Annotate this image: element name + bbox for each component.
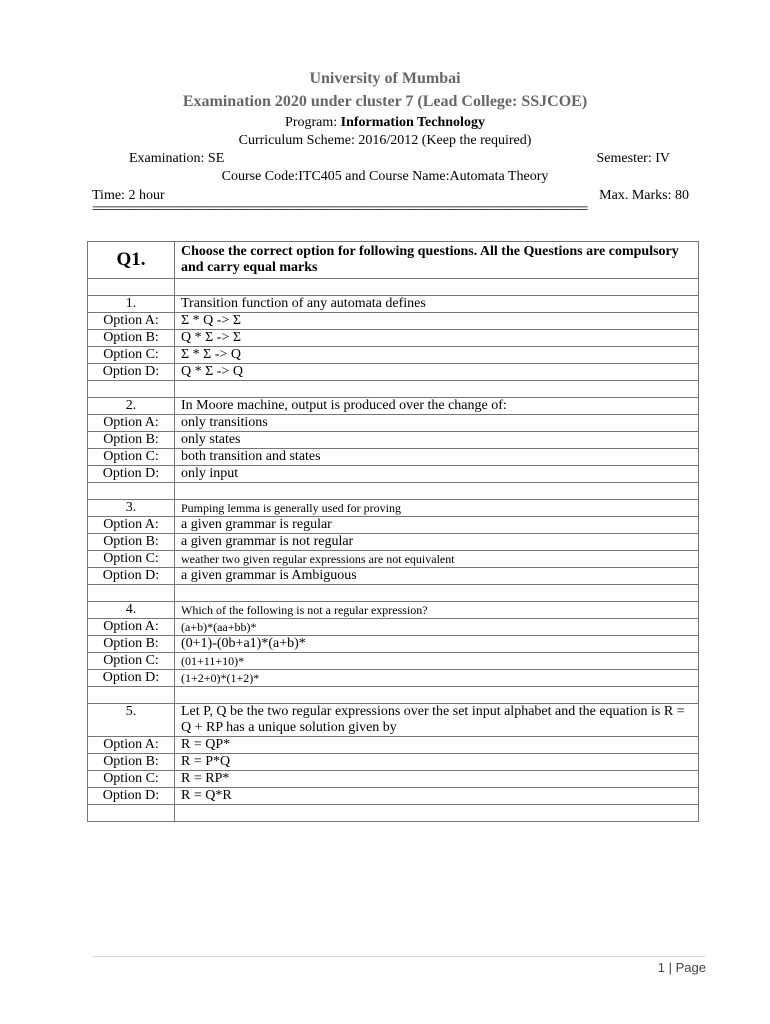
separator-rule: ================================================================================================= (92, 204, 587, 216)
question-row-text: Which of the following is not a regular expression? (175, 602, 699, 619)
curriculum-scheme: Curriculum Scheme: 2016/2012 (Keep the required) (238, 133, 532, 148)
option-row-label: Option C: (88, 771, 175, 788)
time-label: Time: 2 hour (92, 188, 165, 203)
option-row (88, 619, 699, 636)
option-row-text: (a+b)*(aa+bb)* (175, 619, 699, 636)
option-row-text: Q * Σ -> Σ (175, 330, 699, 347)
option-row (88, 517, 699, 534)
question-table (87, 241, 699, 822)
option-row (88, 788, 699, 805)
option-row (88, 364, 699, 381)
option-row-text: (01+11+10)* (175, 653, 699, 670)
spacer-cell (175, 585, 699, 602)
program-label: Program: (285, 115, 338, 130)
question-row-text: In Moore machine, output is produced over the change of: (175, 398, 699, 415)
option-row (88, 670, 699, 687)
question-label: Q1. (88, 242, 175, 279)
question-row (88, 602, 699, 619)
max-marks-label: Max. Marks: 80 (599, 188, 689, 203)
spacer-row (88, 483, 699, 500)
footer-divider (92, 956, 706, 957)
option-row-label: Option C: (88, 449, 175, 466)
table-header-row (88, 242, 699, 279)
option-row-label: Option C: (88, 653, 175, 670)
option-row (88, 771, 699, 788)
question-row (88, 704, 699, 737)
course-line: Course Code:ITC405 and Course Name:Automata Theory (221, 169, 549, 184)
program-name: Information Technology (340, 115, 485, 130)
spacer-cell (88, 585, 175, 602)
option-row (88, 653, 699, 670)
spacer-row (88, 805, 699, 822)
question-row-label: 3. (88, 500, 175, 517)
spacer-cell (175, 279, 699, 296)
option-row (88, 347, 699, 364)
option-row (88, 415, 699, 432)
spacer-cell (88, 687, 175, 704)
spacer-row (88, 687, 699, 704)
option-row-label: Option D: (88, 788, 175, 805)
option-row (88, 636, 699, 653)
option-row-label: Option B: (88, 330, 175, 347)
option-row-text: both transition and states (175, 449, 699, 466)
program-line (0, 115, 770, 131)
spacer-cell (175, 805, 699, 822)
option-row-text: a given grammar is not regular (175, 534, 699, 551)
spacer-cell (175, 687, 699, 704)
spacer-cell (88, 483, 175, 500)
spacer-cell (88, 381, 175, 398)
option-row-text: R = Q*R (175, 788, 699, 805)
instruction-text: Choose the correct option for following questions. All the Questions are compulsory and carry equal marks (175, 242, 699, 279)
option-row (88, 313, 699, 330)
semester-label: Semester: IV (596, 151, 670, 166)
question-row-label: 2. (88, 398, 175, 415)
examination-title: Examination 2020 under cluster 7 (Lead College: SSJCOE) (182, 93, 588, 110)
option-row-label: Option A: (88, 737, 175, 754)
spacer-row (88, 585, 699, 602)
option-row-text: Q * Σ -> Q (175, 364, 699, 381)
option-row-label: Option D: (88, 364, 175, 381)
option-row (88, 754, 699, 771)
question-row (88, 296, 699, 313)
option-row (88, 568, 699, 585)
question-row (88, 500, 699, 517)
option-row-text: weather two given regular expressions are not equivalent (175, 551, 699, 568)
spacer-row (88, 279, 699, 296)
spacer-cell (175, 381, 699, 398)
option-row-text: (0+1)-(0b+a1)*(a+b)* (175, 636, 699, 653)
option-row-text: (1+2+0)*(1+2)* (175, 670, 699, 687)
option-row-label: Option C: (88, 551, 175, 568)
spacer-cell (175, 483, 699, 500)
option-row-label: Option A: (88, 415, 175, 432)
question-row-label: 5. (88, 704, 175, 737)
spacer-row (88, 381, 699, 398)
option-row-label: Option A: (88, 517, 175, 534)
option-row-label: Option B: (88, 432, 175, 449)
option-row (88, 737, 699, 754)
option-row-label: Option D: (88, 466, 175, 483)
university-title: University of Mumbai (309, 70, 461, 87)
spacer-cell (88, 805, 175, 822)
option-row-label: Option B: (88, 754, 175, 771)
option-row (88, 432, 699, 449)
option-row (88, 466, 699, 483)
option-row-text: R = P*Q (175, 754, 699, 771)
option-row (88, 330, 699, 347)
option-row (88, 551, 699, 568)
examination-label: Examination: SE (129, 151, 225, 166)
option-row-label: Option D: (88, 670, 175, 687)
option-row-text: Σ * Q -> Σ (175, 313, 699, 330)
option-row (88, 534, 699, 551)
question-row-label: 4. (88, 602, 175, 619)
option-row-label: Option A: (88, 313, 175, 330)
option-row-label: Option B: (88, 636, 175, 653)
option-row-label: Option C: (88, 347, 175, 364)
option-row-label: Option A: (88, 619, 175, 636)
spacer-cell (88, 279, 175, 296)
option-row-text: R = QP* (175, 737, 699, 754)
option-row-text: only transitions (175, 415, 699, 432)
option-row-text: R = RP* (175, 771, 699, 788)
question-row-label: 1. (88, 296, 175, 313)
question-row-text: Let P, Q be the two regular expressions over the set input alphabet and the equation is R = Q + RP has a unique solution given by (175, 704, 699, 737)
option-row-text: only states (175, 432, 699, 449)
option-row-label: Option D: (88, 568, 175, 585)
option-row-text: a given grammar is regular (175, 517, 699, 534)
option-row-text: a given grammar is Ambiguous (175, 568, 699, 585)
question-row-text: Transition function of any automata defines (175, 296, 699, 313)
option-row-text: Σ * Σ -> Q (175, 347, 699, 364)
option-row (88, 449, 699, 466)
question-row (88, 398, 699, 415)
option-row-label: Option B: (88, 534, 175, 551)
option-row-text: only input (175, 466, 699, 483)
page-number: 1 | Page (657, 960, 706, 975)
question-row-text: Pumping lemma is generally used for proving (175, 500, 699, 517)
